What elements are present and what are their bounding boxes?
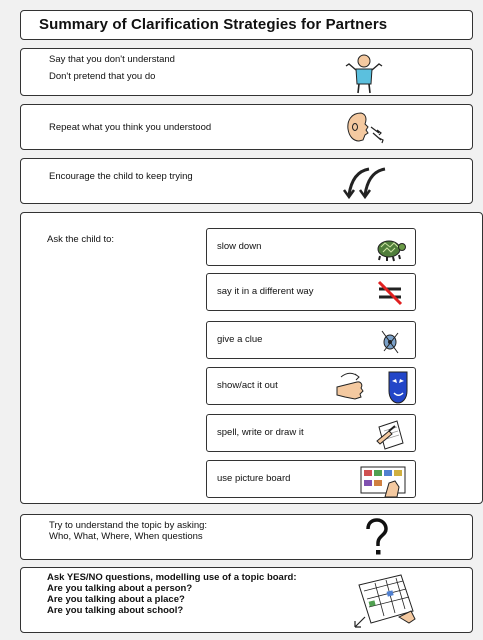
ask-item-text: say it in a different way: [217, 286, 314, 297]
shrugging-person-icon: [343, 52, 385, 94]
strategy-dont-understand: [20, 48, 473, 96]
pencil-paper-icon: [373, 417, 407, 451]
strategy-text-line2: Are you talking about a person?: [47, 583, 193, 594]
ask-item-text: slow down: [217, 241, 262, 252]
strategy-repeat: [20, 104, 473, 150]
strategy-text: Encourage the child to keep trying: [49, 171, 193, 182]
strategy-text-line2: Don't pretend that you do: [49, 71, 156, 82]
ask-item-slow-down: [206, 228, 416, 266]
strategy-text-line4: Are you talking about school?: [47, 605, 184, 616]
strategy-text-line1: Ask YES/NO questions, modelling use of a topic board:: [47, 572, 297, 583]
ask-item-text: use picture board: [217, 473, 291, 484]
strategy-yes-no: [20, 567, 473, 633]
curved-arrows-icon: [341, 163, 389, 201]
not-equal-icon: [373, 277, 407, 307]
question-mark-icon: [361, 518, 391, 558]
ask-item-text: spell, write or draw it: [217, 427, 304, 438]
ask-item-different-way: [206, 273, 416, 311]
strategy-topic: [20, 514, 473, 560]
ask-child-label: Ask the child to:: [47, 234, 115, 245]
ask-item-show-act: [206, 367, 416, 405]
page-title: Summary of Clarification Strategies for Partners: [39, 16, 388, 33]
clue-icon: [373, 325, 407, 355]
ask-item-give-clue: [206, 321, 416, 359]
ask-item-text: show/act it out: [217, 380, 278, 391]
strategy-encourage: [20, 158, 473, 204]
strategy-text-line3: Are you talking about a place?: [47, 594, 185, 605]
picture-board-icon: [359, 463, 409, 497]
topic-board-icon: [351, 571, 421, 631]
turtle-icon: [373, 232, 407, 262]
strategy-text-line1: Say that you don't understand: [49, 54, 175, 65]
title-box: [20, 10, 473, 40]
strategy-text-line1: Try to understand the topic by asking:: [49, 520, 208, 531]
gesture-mask-icon: [335, 369, 411, 405]
talking-face-icon: [343, 109, 389, 147]
ask-item-picture-board: [206, 460, 416, 498]
strategy-text: Repeat what you think you understood: [49, 122, 212, 133]
ask-item-text: give a clue: [217, 334, 263, 345]
ask-item-spell-write: [206, 414, 416, 452]
strategy-text-line2: Who, What, Where, When questions: [49, 531, 203, 542]
